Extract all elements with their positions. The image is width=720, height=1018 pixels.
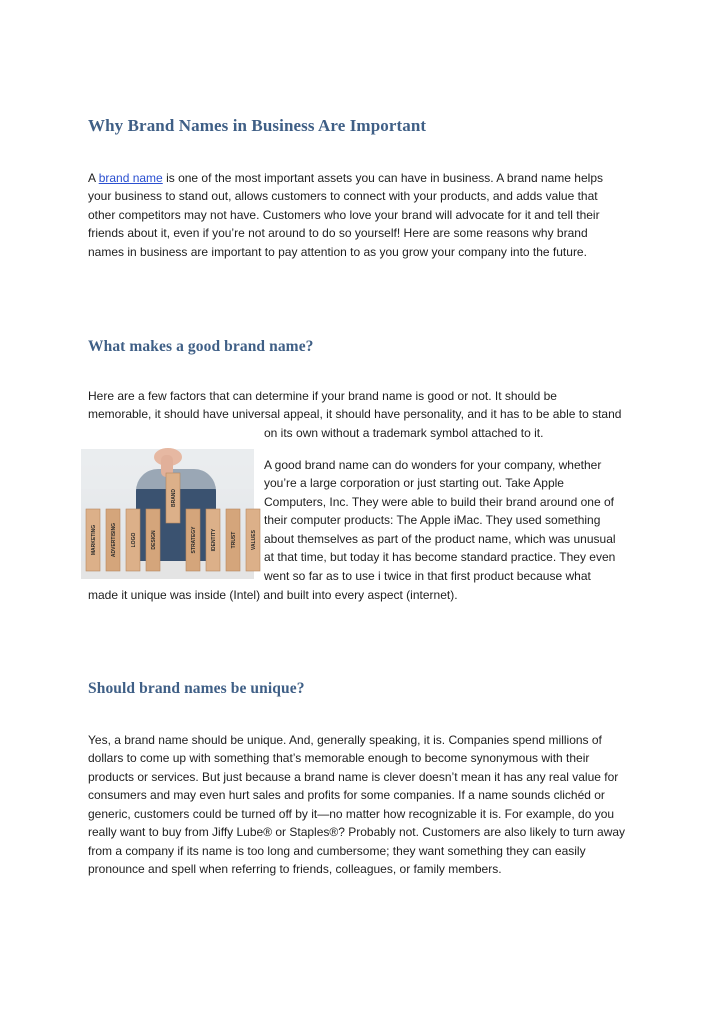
side-paragraph-line: their computer products: The Apple iMac. They used something <box>264 513 601 527</box>
word-block-label: MARKETING <box>91 524 97 556</box>
paragraph-line: dollars to come up with something that’s memorable enough to become synonymous with their <box>88 751 590 765</box>
paragraph-line: made it unique was inside (Intel) and built into every aspect (internet). <box>88 588 458 602</box>
word-block-label: LOGO <box>131 532 137 548</box>
word-block-label: STRATEGY <box>191 526 197 554</box>
paragraph-line: names in business are important to pay attention to as you grow your company into the future. <box>88 245 587 259</box>
paragraph-line: memorable, it should have universal appeal, it should have personality, and it has to be able to stand <box>88 407 622 421</box>
paragraph-line: really want to buy from Jiffy Lube® or Staples®? Probably not. Customers are also likely to turn away <box>88 825 626 839</box>
section-title-good-brand-name: What makes a good brand name? <box>88 338 314 355</box>
side-paragraph-line: went so far as to use i twice in that first product because what <box>264 569 591 583</box>
paragraph-line: on its own without a trademark symbol attached to it. <box>264 426 544 440</box>
text-suffix: is one of the most important assets you can have in business. A brand name helps <box>162 171 603 185</box>
paragraph-line: products or services. But just because a brand name is clever doesn’t mean it has any real value for <box>88 770 619 784</box>
word-block-label: DESIGN <box>151 530 157 550</box>
side-paragraph-line: about themselves as part of the product name, which was unusual <box>264 532 616 546</box>
word-block-label: VALUES <box>251 530 257 550</box>
text-prefix: A <box>88 171 99 185</box>
paragraph-line: Yes, a brand name should be unique. And, generally speaking, it is. Companies spend millions of <box>88 733 602 747</box>
section-title-why-brand-names: Why Brand Names in Business Are Important <box>88 116 427 135</box>
word-block-label: ADVERTISING <box>111 522 117 558</box>
brand-name-link[interactable]: brand name <box>98 171 163 185</box>
paragraph-line: generic, customers could be turned off by it—no matter how recognizable it is. For example, do you <box>88 807 615 821</box>
paragraph-line: other competitors may not have. Customers who love your brand will advocate for it and tell their <box>88 208 600 222</box>
side-paragraph-line: you’re a large corporation or just starting out. Take Apple <box>264 476 564 490</box>
section-title-unique: Should brand names be unique? <box>88 680 305 697</box>
word-block-label: IDENTITY <box>211 528 217 552</box>
brand-blocks-illustration <box>81 449 257 579</box>
brand-blocks-image <box>81 449 257 579</box>
side-paragraph-line: A good brand name can do wonders for your company, whether <box>264 458 602 472</box>
word-block-label: BRAND <box>171 488 177 508</box>
paragraph-line: friends about it, even if you’re not around to do so yourself! Here are some reasons why brand <box>88 226 588 240</box>
paragraph-line <box>88 169 603 187</box>
side-paragraph-line: at that time, but today it has become standard practice. They even <box>264 550 616 564</box>
word-block-label: TRUST <box>231 531 237 549</box>
paragraph-line: your business to stand out, allows customers to connect with your products, and adds value that <box>88 189 598 203</box>
paragraph-line: Here are a few factors that can determine if your brand name is good or not. It should be <box>88 389 557 403</box>
paragraph-line: from a company if its name is too long and cumbersome; they want something they can easily <box>88 844 586 858</box>
paragraph-line: pronounce and spell when referring to friends, colleagues, or family members. <box>88 862 502 876</box>
paragraph-line: consumers and may even hurt sales and profits for some companies. If a name sounds clichéd or <box>88 788 605 802</box>
side-paragraph-line: Computers, Inc. They were able to build their brand around one of <box>264 495 614 509</box>
